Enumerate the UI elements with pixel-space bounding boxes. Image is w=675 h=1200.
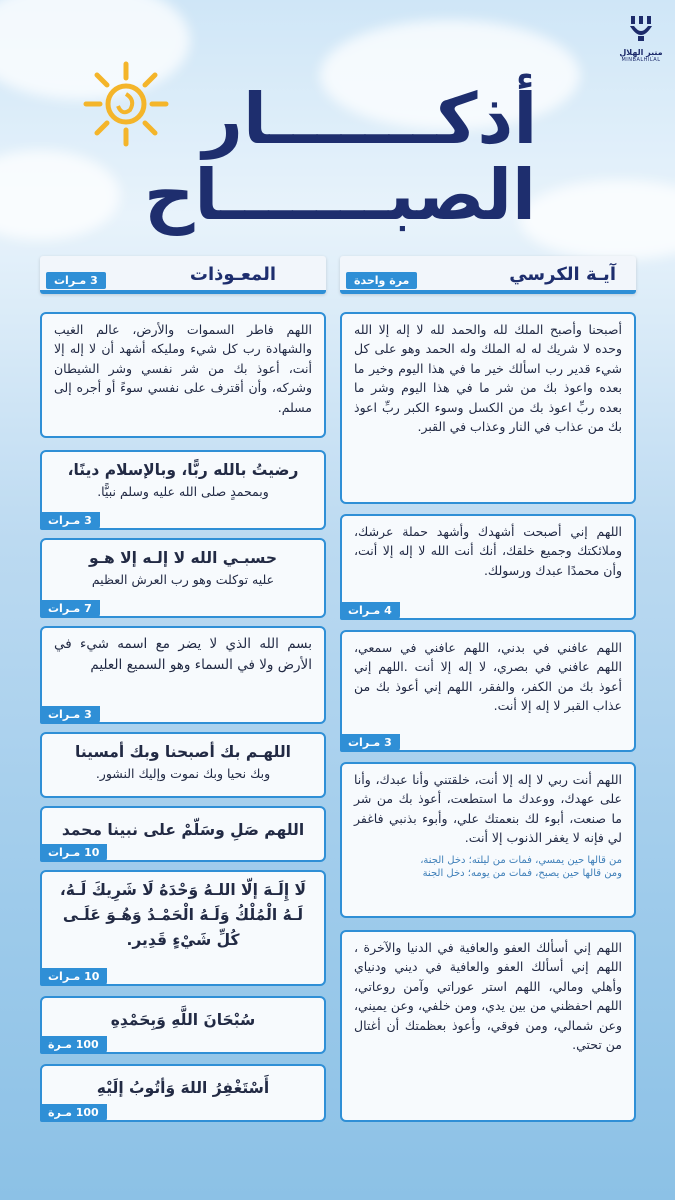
dhikr-text: اللهم أنت ربي لا إله إلا أنت، خلقتني وأنا عبدك، وأنا على عهدك، ووعدك ما استطعت، أعوذ بك من شر ما صنعت، أبوء لك بنعمتك علي، وأبوء بذنبي فاغفر لي فإنه لا يغفر الذنوب إلا أنت.: [354, 772, 622, 846]
repeat-badge: 100 مـرة: [40, 1036, 107, 1054]
dhikr-card: [40, 312, 326, 438]
repeat-badge: 3 مـرات: [40, 512, 100, 530]
dhikr-card: [40, 870, 326, 986]
section-title: آيـة الكرسي: [509, 264, 616, 285]
repeat-badge: مرة واحدة: [346, 272, 417, 289]
dhikr-line: سُبْحَانَ اللَّهِ وَبِحَمْدِهِ: [110, 1011, 256, 1029]
dhikr-line: وبك نحيا وبك نموت وإليك النشور.: [95, 766, 271, 782]
repeat-badge: 10 مـرات: [40, 968, 107, 986]
dhikr-line: اللهـم بك أصبحنا وبك أمسينا: [75, 743, 291, 761]
dhikr-card: [340, 762, 636, 918]
dhikr-card: [40, 626, 326, 724]
repeat-badge: 4 مـرات: [340, 602, 400, 620]
dhikr-text: بسم الله الذي لا يضر مع اسمه شيء في الأرض ولا في السماء وهو السميع العليم: [54, 636, 312, 673]
dhikr-card: [40, 996, 326, 1054]
dhikr-note: ومن قالها حين يصبح، فمات من يومه؛ دخل الجنة: [422, 868, 622, 879]
header-underline: [340, 290, 636, 294]
dhikr-card: [40, 538, 326, 618]
dhikr-line: حسبـي الله لا إلـه إلا هـو: [88, 549, 278, 567]
section-header-ayat-alkursi: [340, 256, 636, 294]
repeat-badge: 3 مـرات: [46, 272, 106, 289]
dhikr-card: [40, 1064, 326, 1122]
dhikr-line: أَسْتَغْفِرُ اللهَ وَأتُوبُ إلَيْهِ: [96, 1079, 270, 1097]
dhikr-text: أصبحنا وأصبح الملك لله والحمد لله لا إله إلا الله وحده لا شريك له له الملك وله الحمد وهو على كل شيء قدير رب اسألك خير ما في هذا اليوم وخير ما بعده واعوذ بك من شر ما في هذا اليوم وشر ما بعده ربِّ اعوذ بك من الكسل وسوء الكبر ربِّ اعوذ بك من عذاب في النار وعذاب في القبر.: [354, 322, 622, 434]
crescent-logo-icon: [628, 14, 654, 42]
dhikr-text: اللهم إني أسألك العفو والعافية في الدنيا والآخرة ، اللهم إني أسألك العفو والعافية في ديني ودنياي وأهلي ومالي، اللهم استر عوراتي وآمن روعاتي، اللهم احفظني من بين يدي، ومن خلفي، وعن يميني، وعن شمالي، ومن فوقي، وأعوذ بعظمتك أن أغتال من تحتي.: [354, 940, 622, 1052]
dhikr-line: وبمحمدٍ صلى الله عليه وسلم نبيًّا.: [97, 484, 269, 500]
page-title: أذكـــــــار: [202, 78, 538, 160]
repeat-badge: 7 مـرات: [40, 600, 100, 618]
dhikr-card: [340, 930, 636, 1122]
dhikr-text: اللهم فاطر السموات والأرض، عالم الغيب والشهادة رب كل شيء ومليكه أشهد أن لا إله إلا أنت، أعوذ بك من شر نفسي وشر الشيطان وشركه، وأن أقترف على نفسي سوءً أو أجره إلى مسلم.: [54, 322, 312, 415]
repeat-badge: 100 مـرة: [40, 1104, 107, 1122]
header-underline: [40, 290, 326, 294]
repeat-badge: 10 مـرات: [40, 844, 107, 862]
dhikr-text: اللهم عافني في بدني، اللهم عافني في سمعي، اللهم عافني في بصري، لا إله إلا أنت .اللهم إني أعوذ بك من الكفر، والفقر، اللهم إني أعوذ بك من عذاب القبر لا إله إلا أنت.: [354, 640, 622, 714]
brand-logo: [616, 14, 666, 63]
dhikr-note: من قالها حين يمسي، فمات من ليلته؛ دخل الجنة،: [420, 854, 622, 866]
dhikr-card: [340, 312, 636, 504]
dhikr-card: [40, 806, 326, 862]
cloud: [0, 150, 120, 240]
dhikr-text: اللهم إني أصبحت أشهدك وأشهد حملة عرشك، وملائكتك وجميع خلقك، أنك أنت الله لا إله إلا أنت، وأن محمدًا عبدك ورسولك.: [354, 524, 622, 578]
section-title: المعـوذات: [189, 264, 276, 285]
dhikr-line: رضيتُ بالله ربًّا، وبالإسلام دينًا،: [67, 461, 299, 479]
repeat-badge: 3 مـرات: [340, 734, 400, 752]
brand-sub: MINBALHILAL: [621, 57, 661, 63]
sun-icon: [82, 60, 170, 148]
dhikr-card: [340, 514, 636, 620]
dhikr-line: اللهم صَلِ وسَلّمْ على نبينا محمد: [61, 821, 305, 839]
dhikr-text: لَا إِلَـهَ إلّا اللـهُ وَحْدَهُ لَا شَرِيكَ لَـهُ، لَـهُ الْمُلْكُ وَلَـهُ الْحَمْـدُ وَهُـوَ عَلَـى كُلِّ شَيْءٍ قَدِير.: [59, 881, 307, 949]
dhikr-line: عليه توكلت وهو رب العرش العظيم: [91, 572, 275, 588]
page-subtitle: الصبـــــــاح: [143, 154, 537, 236]
dhikr-card: [40, 450, 326, 530]
dhikr-card: [40, 732, 326, 798]
repeat-badge: 3 مـرات: [40, 706, 100, 724]
section-header-muawwidhat: [40, 256, 326, 294]
dhikr-card: [340, 630, 636, 752]
brand-name: منبر الهلال: [619, 48, 663, 57]
